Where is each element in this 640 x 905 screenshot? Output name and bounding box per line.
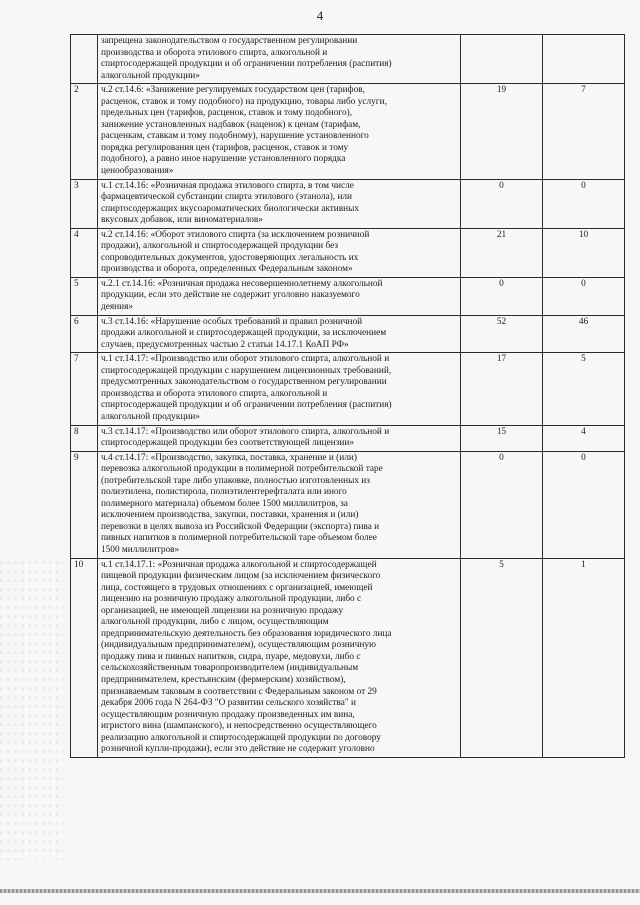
row-number-text: 7 <box>74 354 79 365</box>
page-number: 4 <box>316 8 324 23</box>
count-cases-text: 19 <box>496 85 507 96</box>
violation-description-text: ч.2 ст.14.16: «Оборот этилового спирта (за исключением розничной продажи), алкогольной и спиртосодержащей продукции без сопроводительных документов, удостоверяющих легальность их производства и оборота, определенных Федеральным законом» <box>101 229 370 275</box>
violation-description-text: ч.2 ст.14.6: «Занижение регулируемых государством цен (тарифов, расценок, ставок и тому подобного) на продукцию, товары либо услуги, предельных цен (тарифов, расценок, ставок и тому подобного), занижение установленных надбавок (наценок) к ценам (тарифам, расценкам, ставкам и тому подобному), нарушение установленного порядка регулирования цен (тарифов, расценок, ставок и тому подобного), а равно иное нарушение установленного порядка ценообразования» <box>101 85 387 177</box>
violation-description <box>98 558 461 757</box>
violation-description-text: ч.3 ст.14.17: «Производство или оборот этилового спирта, алкогольной и спиртосодержащей продукции без соответствующей лицензии» <box>101 426 390 449</box>
violation-description-text: ч.3 ст.14.16: «Нарушение особых требований и правил розничной продажи алкогольной и спиртосодержащей продукции, за исключением случаев, предусмотренных частью 2 статьи 14.17.1 КоАП РФ» <box>101 316 387 350</box>
count-penalties <box>543 84 625 179</box>
violation-description <box>98 451 461 558</box>
count-cases <box>461 353 543 425</box>
row-number <box>71 451 98 558</box>
row-number-text: 4 <box>74 229 79 240</box>
row-number <box>71 35 98 84</box>
count-cases-text: 21 <box>496 229 507 240</box>
count-cases <box>461 84 543 179</box>
count-penalties <box>543 277 625 315</box>
violation-description-text: ч.1 ст.14.17: «Производство или оборот этилового спирта, алкогольной и спиртосодержащей продукции с нарушением лицензионных требований, предусмотренных законодательством о государственном регулировании производства и оборота этилового спирта, алкогольной и спиртосодержащей продукции и об ограничении потребления (распития) алкогольной продукции» <box>101 354 392 422</box>
row-number-text: 6 <box>74 316 79 327</box>
count-penalties <box>543 425 625 451</box>
violation-description-text: ч.1 ст.14.17.1: «Розничная продажа алкогольной и спиртосодержащей пищевой продукции физическим лицом (за исключением физического лица, состоящего в трудовых отношениях с организацией, имеющей лицензию на розничную продажу алкогольной продукции, либо с организацией, не имеющей лицензии на розничную продажу алкогольной продукции, либо с лицом, осуществляющим предпринимательскую деятельность без образования юридического лица (индивидуальным предпринимателем), осуществляющим розничную продажу пива и пивных напитков, сидра, пуаре, медовухи, либо с сельскохозяйственным товаропроизводителем (индивидуальным предпринимателем, крестьянским (фермерским) хозяйством), признаваемым таковым в соответствии с Федеральным законом от 29 декабря 2006 года N 264-ФЗ "О развитии сельского хозяйства" и осуществляющим розничную продажу произведенных им вина, игристого вина (шампанского), и непосредственно осуществляющего реализацию алкогольной и спиртосодержащей продукции по договору розничной купли-продажи), если это действие не содержит уголовно <box>101 559 392 755</box>
count-cases <box>461 277 543 315</box>
row-number <box>71 558 98 757</box>
violation-description <box>98 425 461 451</box>
violation-description-text: ч.2.1 ст.14.16: «Розничная продажа несовершеннолетнему алкогольной продукции, если это действие не содержит уголовно наказуемого деяния» <box>101 278 383 313</box>
count-penalties <box>543 179 625 228</box>
page-bottom-rule <box>0 889 640 893</box>
table-row <box>71 228 625 277</box>
count-cases-text: 0 <box>499 180 504 191</box>
table-row <box>71 451 625 558</box>
violation-description <box>98 315 461 353</box>
row-number <box>71 84 98 179</box>
table-row <box>71 84 625 179</box>
count-cases <box>461 35 543 84</box>
count-cases <box>461 451 543 558</box>
row-number-text: 2 <box>74 85 79 96</box>
count-penalties-text: 0 <box>581 180 586 191</box>
violations-table <box>70 34 625 758</box>
violation-description-text: запрещена законодательством о государственном регулировании производства и оборота этилового спирта, алкогольной и спиртосодержащей продукции и об ограничении потребления (распития) алкогольной продукции» <box>101 36 392 81</box>
count-penalties-text: 10 <box>578 229 589 240</box>
count-penalties <box>543 451 625 558</box>
count-penalties-text: 4 <box>581 426 586 437</box>
count-cases <box>461 179 543 228</box>
count-penalties <box>543 353 625 425</box>
count-penalties <box>543 558 625 757</box>
count-cases-text: 5 <box>499 559 504 570</box>
count-cases-text: 15 <box>496 426 507 437</box>
row-number <box>71 277 98 315</box>
row-number <box>71 425 98 451</box>
row-number <box>71 228 98 277</box>
count-penalties <box>543 35 625 84</box>
count-cases <box>461 315 543 353</box>
count-penalties <box>543 228 625 277</box>
row-number-text: 8 <box>74 426 79 437</box>
row-number-text: 5 <box>74 278 79 289</box>
table-row <box>71 35 625 84</box>
table-row <box>71 425 625 451</box>
row-number <box>71 179 98 228</box>
violation-description <box>98 353 461 425</box>
count-penalties-text: 0 <box>581 452 586 463</box>
table-row <box>71 179 625 228</box>
violation-description <box>98 179 461 228</box>
count-penalties <box>543 315 625 353</box>
count-cases <box>461 558 543 757</box>
table-row <box>71 353 625 425</box>
violation-description <box>98 228 461 277</box>
count-penalties-text: 1 <box>581 559 586 570</box>
violation-description <box>98 84 461 179</box>
count-cases <box>461 425 543 451</box>
violation-description-text: ч.1 ст.14.16: «Розничная продажа этилового спирта, в том числе фармацевтической субстанции спирта этилового (этанола), или спиртосодержащих вкусоароматических биологически активных вкусовых добавок, или виноматериалов» <box>101 180 360 226</box>
count-penalties-text: 0 <box>581 278 586 289</box>
row-number <box>71 353 98 425</box>
scan-artifact <box>0 560 64 860</box>
row-number-text: 9 <box>74 452 79 463</box>
count-cases-text: 0 <box>499 452 504 463</box>
table-row <box>71 277 625 315</box>
count-penalties-text: 5 <box>581 354 586 365</box>
count-penalties-text: 46 <box>578 316 589 327</box>
violation-description <box>98 35 461 84</box>
violation-description-text: ч.4 ст.14.17: «Производство, закупка, поставка, хранение и (или) перевозка алкогольной продукции в полимерной потребительской таре (потребительской таре либо упаковке, полностью изготовленных из полиэтилена, полистирола, полиэтилентерефталата или иного полимерного материала) объемом более 1500 миллилитров, за исключением производства, закупки, поставки, хранения и (или) перевозки в целях вывоза из Российской Федерации (экспорта) пива и пивных напитков в полимерной потребительской таре объемом более 1500 миллилитров» <box>101 452 383 555</box>
violation-description <box>98 277 461 315</box>
count-penalties-text: 7 <box>581 85 586 96</box>
count-cases-text: 17 <box>496 354 507 365</box>
count-cases-text: 52 <box>496 316 507 327</box>
count-cases-text: 0 <box>499 278 504 289</box>
table-row <box>71 315 625 353</box>
count-cases <box>461 228 543 277</box>
row-number <box>71 315 98 353</box>
row-number-text: 10 <box>74 559 84 570</box>
row-number-text: 3 <box>74 180 79 191</box>
table-row <box>71 558 625 757</box>
